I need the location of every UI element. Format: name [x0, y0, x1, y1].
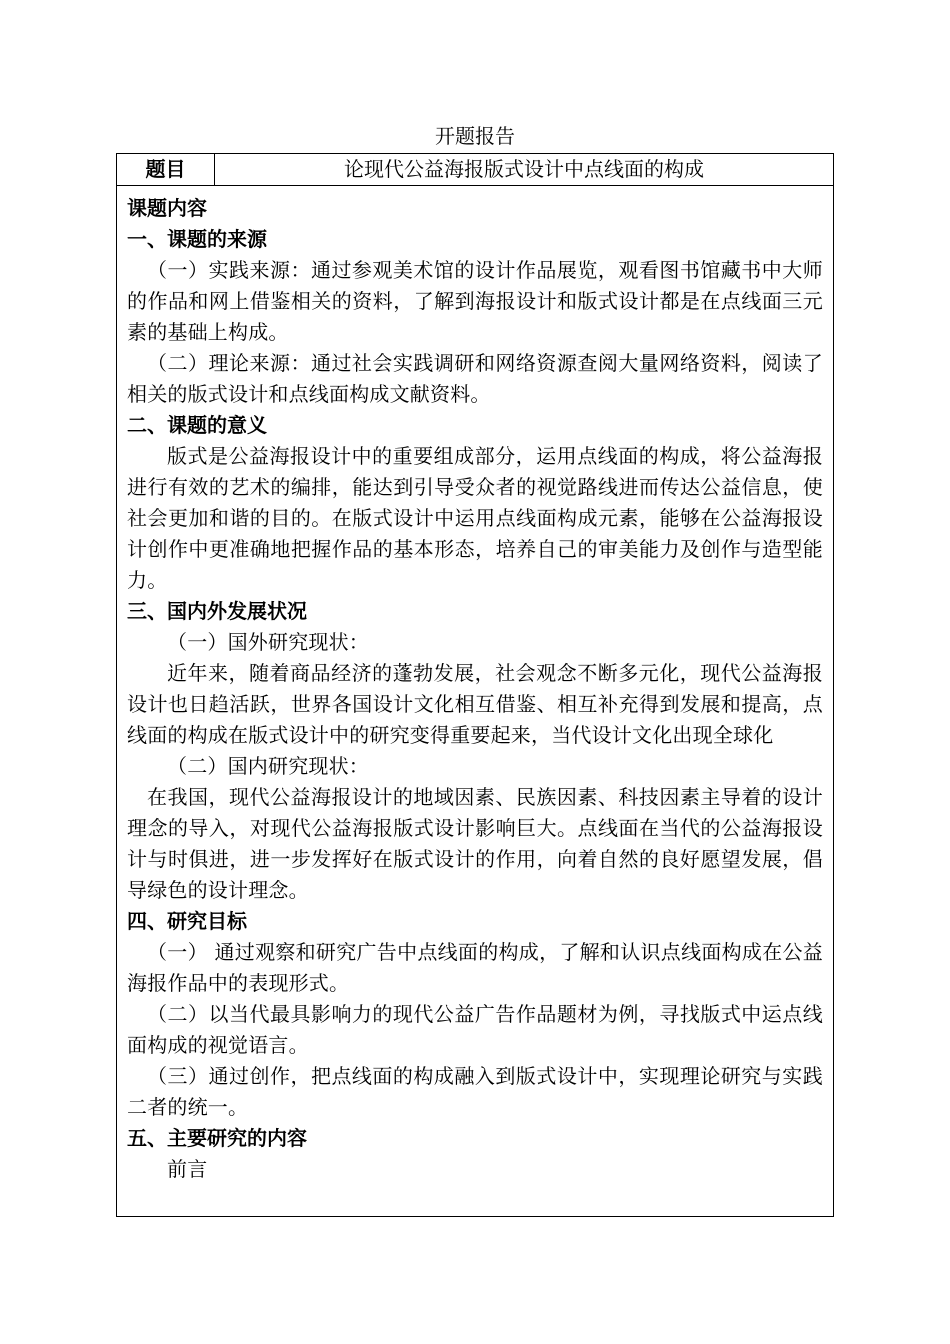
goal-paragraph-1: （一） 通过观察和研究广告中点线面的构成，了解和认识点线面构成在公益海报作品中的表现形式。	[127, 940, 823, 995]
report-content	[127, 193, 823, 1185]
subject-value: 论现代公益海报版式设计中点线面的构成	[344, 157, 704, 181]
goal-paragraph-3: （三）通过创作，把点线面的构成融入到版式设计中，实现理论研究与实践二者的统一。	[127, 1064, 823, 1119]
foreign-status-subheading: （一）国外研究现状：	[167, 630, 369, 654]
source-theory-paragraph: （二）理论来源：通过社会实践调研和网络资源查阅大量网络资料，阅读了相关的版式设计和点线面构成文献资料。	[127, 351, 823, 406]
domestic-status-subheading: （二）国内研究现状：	[167, 754, 369, 778]
significance-paragraph: 版式是公益海报设计中的重要组成部分，运用点线面的构成，将公益海报进行有效的艺术的编排，能达到引导受众者的视觉路线进而传达公益信息，使社会更加和谐的目的。在版式设计中运用点线面构成元素，能够在公益海报设计创作中更准确地把握作品的基本形态，培养自己的审美能力及创作与造型能力。	[127, 444, 823, 592]
report-table	[116, 153, 834, 1217]
subject-row	[117, 154, 833, 186]
section-heading-status: 三、国内外发展状况	[127, 599, 307, 623]
subject-label: 题目	[117, 154, 215, 185]
section-heading-source: 一、课题的来源	[127, 227, 267, 251]
source-practice-paragraph: （一）实践来源：通过参观美术馆的设计作品展览，观看图书馆藏书中大师的作品和网上借鉴相关的资料，了解到海报设计和版式设计都是在点线面三元素的基础上构成。	[127, 258, 823, 344]
section-heading-goals: 四、研究目标	[127, 909, 247, 933]
section-heading-significance: 二、课题的意义	[127, 413, 267, 437]
section-heading-content: 五、主要研究的内容	[127, 1126, 307, 1150]
foreign-status-paragraph: 近年来，随着商品经济的蓬勃发展，社会观念不断多元化，现代公益海报设计也日趋活跃，世界各国设计文化相互借鉴、相互补充得到发展和提高，点线面的构成在版式设计中的研究变得重要起来，当代设计文化出现全球化	[127, 661, 823, 747]
goal-paragraph-2: （二）以当代最具影响力的现代公益广告作品题材为例，寻找版式中运点线面构成的视觉语言。	[127, 1002, 823, 1057]
content-heading: 课题内容	[127, 196, 207, 220]
document-title: 开题报告	[435, 124, 515, 148]
content-preface: 前言	[167, 1157, 208, 1181]
domestic-status-paragraph: 在我国，现代公益海报设计的地域因素、民族因素、科技因素主导着的设计理念的导入，对现代公益海报版式设计影响巨大。点线面在当代的公益海报设计与时俱进，进一步发挥好在版式设计的作用，向着自然的良好愿望发展，倡导绿色的设计理念。	[127, 785, 823, 902]
